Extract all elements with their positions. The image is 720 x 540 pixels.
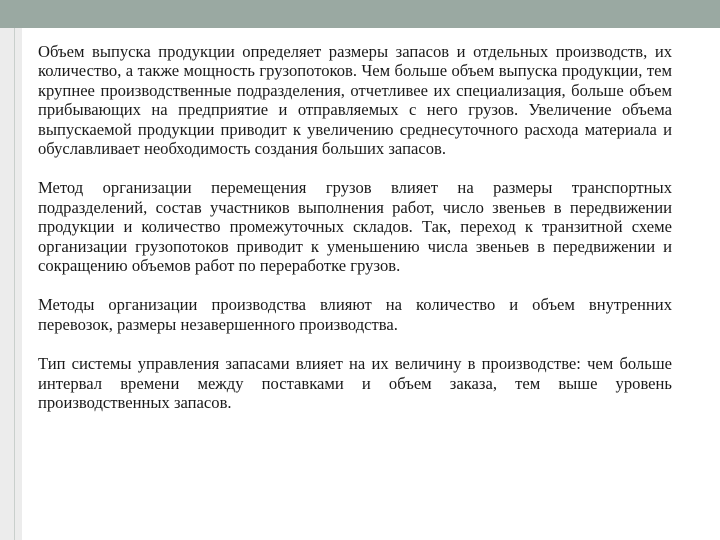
paragraph-inventory-control-system: Тип системы управления запасами влияет на их величину в производстве: чем больше интервал времени между поставками и объем заказа, тем выше уровень производственных запасов.	[38, 354, 672, 413]
paragraph-cargo-movement-method: Метод организации перемещения грузов влияет на размеры транспортных подразделений, состав участников выполнения работ, число звеньев в передвижении продукции и количество промежуточных складов. Так, переход к транзитной схеме организации грузопотоков приводит к уменьшению числа звеньев в передвижении и сокращению объемов работ по переработке грузов.	[38, 178, 672, 276]
left-margin-rule	[14, 28, 15, 540]
paragraph-output-volume: Объем выпуска продукции определяет размеры запасов и отдельных производств, их количество, а также мощность грузопотоков. Чем больше объем выпуска продукции, тем крупнее производственные подразделения, отчетливее их специализация, больше объем прибывающих на предприятие и отправляемых с него грузов. Увеличение объема выпускаемой продукции приводит к увеличению среднесуточного расхода материала и обуславливает необходимость создания больших запасов.	[38, 42, 672, 159]
paragraph-production-organization: Методы организации производства влияют на количество и объем внутренних перевозок, размеры незавершенного производства.	[38, 295, 672, 334]
slide-canvas	[22, 28, 720, 540]
slide-header-bar	[0, 0, 720, 28]
slide-text-body	[38, 42, 672, 433]
